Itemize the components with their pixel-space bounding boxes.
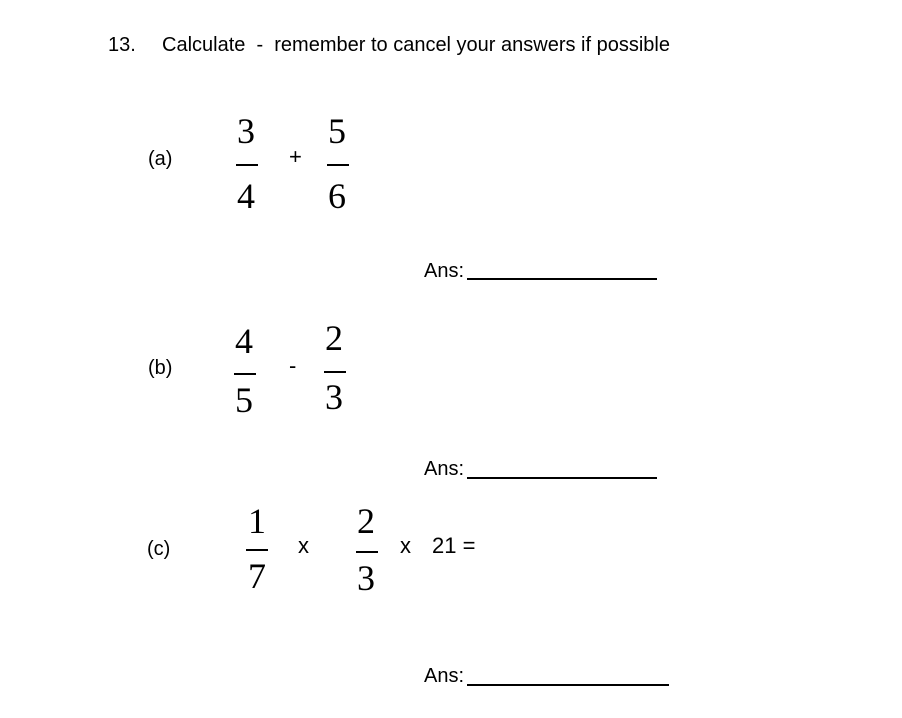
part-c-fraction2-denominator: 3 (357, 558, 375, 598)
part-b-fraction1-denominator: 5 (235, 380, 253, 420)
part-b-fraction2-bar (324, 371, 346, 373)
part-a-fraction1-bar (236, 164, 258, 166)
part-c-operator1: x (298, 533, 309, 558)
question-number: 13. (108, 34, 136, 56)
part-c-fraction2-bar (356, 551, 378, 553)
part-b-fraction1-bar (234, 373, 256, 375)
part-a-answer-label: Ans: (424, 260, 465, 282)
part-b-fraction1-numerator: 4 (235, 321, 253, 361)
part-b-label: (b) (148, 357, 173, 379)
part-c-operator2: x (400, 533, 411, 558)
part-a-answer-line[interactable] (467, 278, 657, 280)
part-c-tail: 21 = (432, 533, 476, 558)
part-a-fraction1-denominator: 4 (237, 176, 255, 216)
part-c-label: (c) (147, 538, 171, 560)
part-a-fraction2-denominator: 6 (328, 176, 346, 216)
part-b-answer-line[interactable] (467, 477, 657, 479)
part-c-fraction1-bar (246, 549, 268, 551)
part-b-answer-label: Ans: (424, 458, 465, 480)
part-b-operator: - (289, 353, 297, 378)
part-b-fraction2-numerator: 2 (325, 318, 343, 358)
part-a-fraction2-numerator: 5 (328, 111, 346, 151)
part-a-fraction1-numerator: 3 (237, 111, 255, 151)
part-a-fraction2-bar (327, 164, 349, 166)
part-c-fraction1-denominator: 7 (248, 556, 266, 596)
part-c-fraction2-numerator: 2 (357, 501, 375, 541)
part-b-fraction2-denominator: 3 (325, 377, 343, 417)
part-c-fraction1-numerator: 1 (248, 501, 266, 541)
part-c-answer-label: Ans: (424, 665, 465, 687)
question-instruction: Calculate - remember to cancel your answers if possible (162, 34, 670, 56)
part-c-answer-line[interactable] (467, 684, 669, 686)
part-a-label: (a) (148, 148, 173, 170)
part-a-operator: + (289, 144, 302, 169)
